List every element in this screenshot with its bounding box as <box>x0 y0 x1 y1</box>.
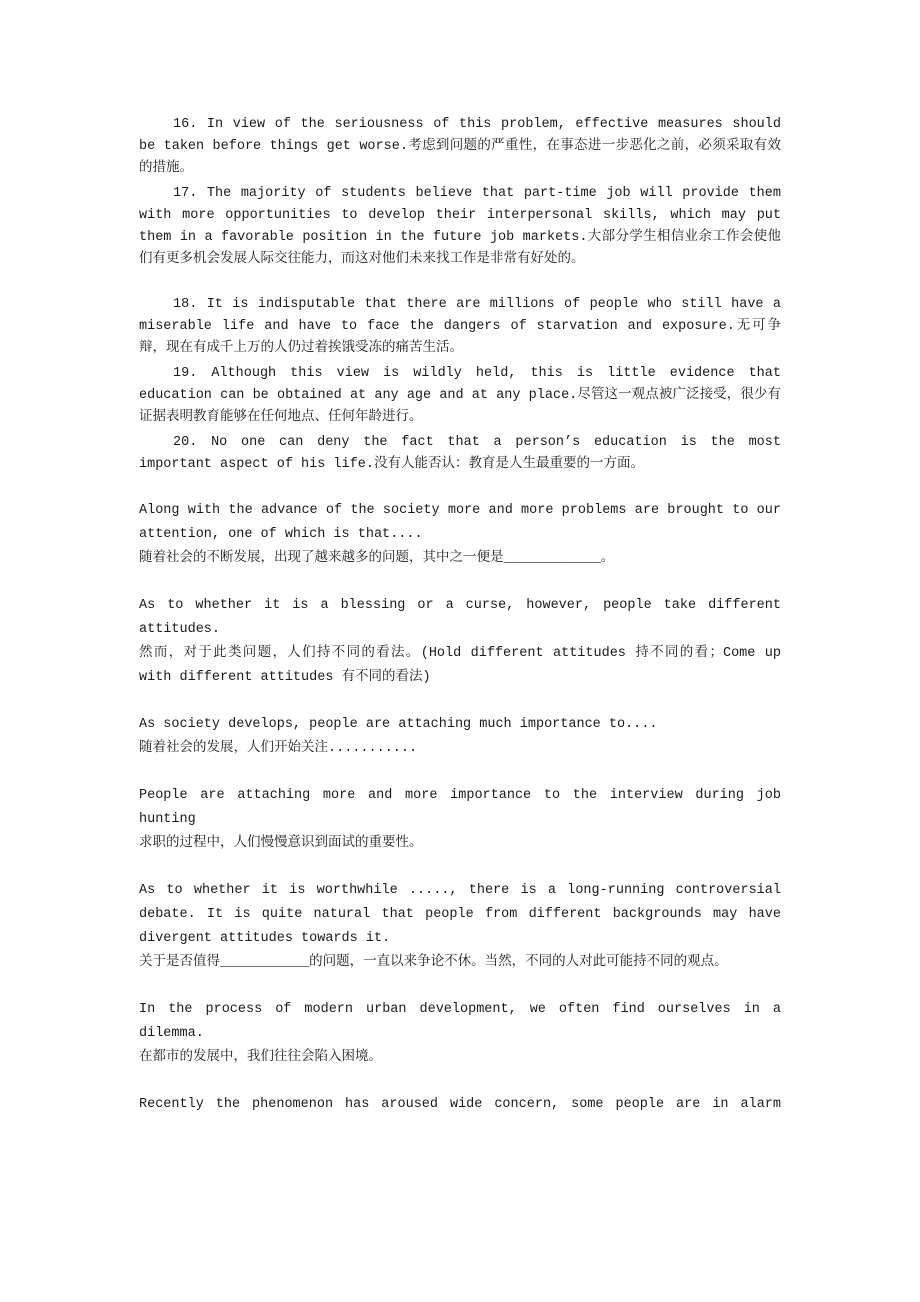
phrase-english: As to whether it is worthwhile ....., there is a long-running controversial debate. It is quite natural that people from different backgrounds may have divergent attitudes towards it. <box>139 883 781 946</box>
phrase-block <box>139 998 781 1070</box>
phrase-block <box>139 713 781 761</box>
sentence-number: 16. <box>173 117 198 132</box>
phrase-chinese: 随着社会的不断发展，出现了越来越多的问题，其中之一便是____________。 <box>139 551 615 566</box>
sentence-19 <box>139 363 781 429</box>
phrase-block <box>139 594 781 690</box>
sentence-text: No one can deny the fact that a person’s education is the most important aspect of his life.没有人能否认：教育是人生最重要的一方面。 <box>139 435 781 472</box>
sentence-18 <box>139 294 781 360</box>
sentence-20 <box>139 432 781 476</box>
phrase-english: As to whether it is a blessing or a curse, however, people take different attitudes. <box>139 598 781 637</box>
sentence-number: 20. <box>173 435 198 450</box>
sentence-number: 18. <box>173 297 198 312</box>
sentence-text: Although this view is wildly held, this is little evidence that education can be obtained at any age and at any place.尽管这一观点被广泛接受，很少有证据表明教育能够在任何地点、任何年龄进行。 <box>139 366 781 425</box>
phrase-english: Recently the phenomenon has aroused wide concern, some people are in alarm <box>139 1097 781 1112</box>
phrase-english: As society develops, people are attaching much importance to.... <box>139 717 658 732</box>
phrase-english: Along with the advance of the society more and more problems are brought to our attention, one of which is that.... <box>139 503 781 542</box>
sentence-number: 17. <box>173 186 198 201</box>
phrase-chinese: 关于是否值得___________的问题，一直以来争论不休。当然，不同的人对此可能持不同的观点。 <box>139 955 728 970</box>
phrase-block-partial <box>139 1093 781 1117</box>
sentence-text: It is indisputable that there are millions of people who still have a miserable life and have to face the dangers of starvation and exposure.无可争辩，现在有成千上万的人仍过着挨饿受冻的痛苦生活。 <box>139 297 781 356</box>
phrase-english: People are attaching more and more importance to the interview during job hunting <box>139 788 781 827</box>
sentence-number: 19. <box>173 366 198 381</box>
sentence-16 <box>139 114 781 180</box>
sentence-text: In view of the seriousness of this problem, effective measures should be taken before things get worse.考虑到问题的严重性，在事态进一步恶化之前，必须采取有效的措施。 <box>139 117 781 176</box>
phrase-chinese: 然而，对于此类问题，人们持不同的看法。(Hold different attitudes 持不同的看；Come up with different attitudes 有不同的看法) <box>139 646 781 685</box>
sentence-text: The majority of students believe that part-time job will provide them with more opportunities to develop their interpersonal skills, which may put them in a favorable position in the future job markets.大部分学生相信业余工作会使他们有更多机会发展人际交往能力，而这对他们未来找工作是非常有好处的。 <box>139 186 781 267</box>
sentence-17 <box>139 183 781 271</box>
phrase-block <box>139 879 781 975</box>
phrase-chinese: 求职的过程中，人们慢慢意识到面试的重要性。 <box>139 836 423 851</box>
phrase-chinese: 随着社会的发展，人们开始关注........... <box>139 741 418 756</box>
phrase-english: In the process of modern urban development, we often find ourselves in a dilemma. <box>139 1002 781 1041</box>
phrase-chinese: 在都市的发展中，我们往往会陷入困境。 <box>139 1050 382 1065</box>
phrase-block <box>139 784 781 856</box>
phrase-block <box>139 499 781 571</box>
document-page <box>139 114 781 1140</box>
